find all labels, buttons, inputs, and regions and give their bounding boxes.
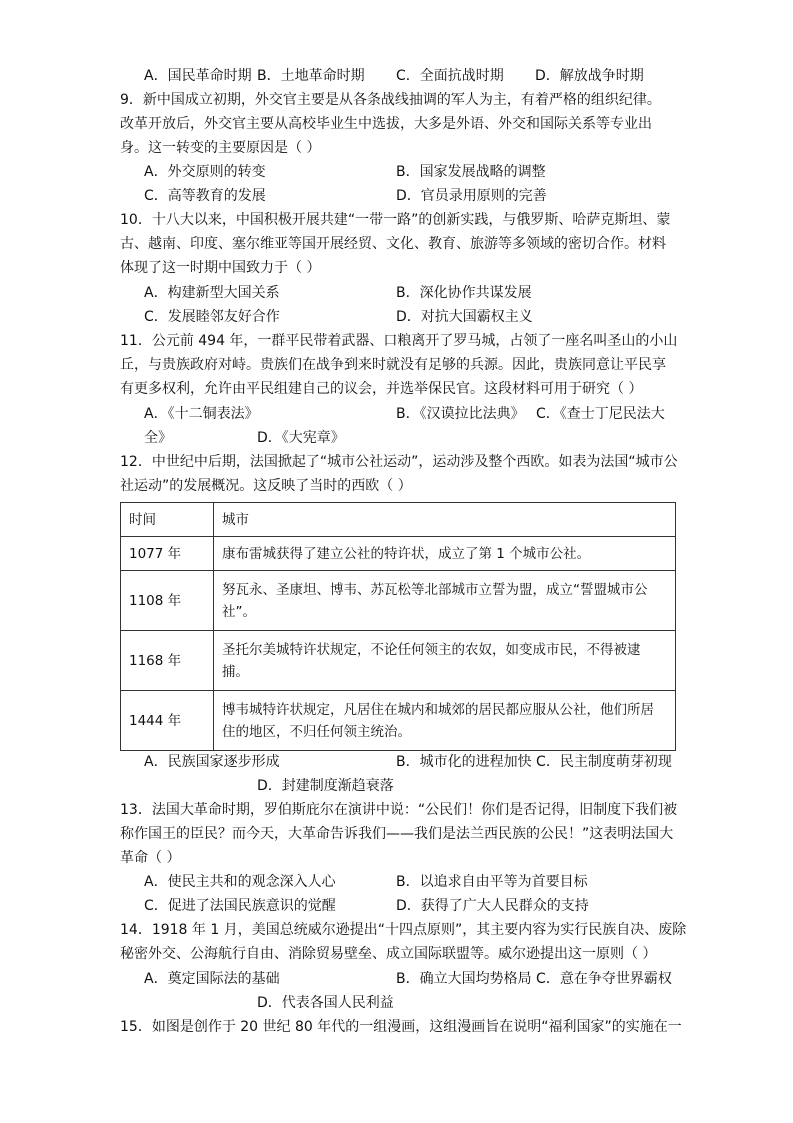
- q12-stem-line: 社运动”的发展概况。这反映了当时的西欧（ ）: [120, 478, 412, 494]
- table-cell-text: 圣托尔美城特许状规定，不论任何领主的农奴，如变成市民，不得被逮捕。: [214, 631, 676, 691]
- q14-stem-line: 14．1918 年 1 月，美国总统威尔逊提出“十四点原则”，其主要内容为实行民族自决、废除: [120, 922, 687, 938]
- q9-stem-line: 9．新中国成立初期，外交官主要是从各条战线抽调的军人为主，有着严格的组织纪律。: [120, 92, 661, 108]
- q12-option-d: D．封建制度渐趋衰落: [257, 778, 394, 794]
- q13-stem-line: 革命（ ）: [120, 850, 181, 866]
- q11-stem-line: 丘，与贵族政府对峙。贵族们在战争到来时就没有足够的兵源。因此，贵族同意让平民享: [120, 357, 666, 373]
- q10-stem-line: 体现了这一时期中国致力于（ ）: [120, 260, 321, 276]
- q11-option-c: C．《查士丁尼民法大: [536, 406, 665, 422]
- q10-stem-line: 古、越南、印度、塞尔维亚等国开展经贸、文化、教育、旅游等多领域的密切合作。材料: [120, 236, 666, 252]
- q9-option-d: D．官员录用原则的完善: [396, 188, 547, 204]
- q9-option-c: C．高等教育的发展: [144, 188, 266, 204]
- q11-option-b: B．《汉谟拉比法典》: [396, 406, 525, 422]
- q8-option-b: B．土地革命时期: [257, 68, 365, 84]
- q12-stem-line: 12．中世纪中后期，法国掀起了“城市公社运动”，运动涉及整个西欧。如表为法国“城市公: [120, 454, 678, 470]
- q10-option-b: B．深化协作共谋发展: [396, 285, 532, 301]
- table-header-row: [121, 503, 676, 537]
- q9-option-a: A．外交原则的转变: [144, 164, 266, 180]
- q10-stem-line: 10．十八大以来，中国积极开展共建“一带一路”的创新实践，与俄罗斯、哈萨克斯坦、蒙: [120, 212, 671, 228]
- q11-option-a: A．《十二铜表法》: [144, 406, 259, 422]
- q8-option-a: A．国民革命时期: [144, 68, 252, 84]
- q11-option-d: D．《大宪章》: [257, 430, 345, 446]
- q13-option-c: C．促进了法国民族意识的觉醒: [144, 898, 336, 914]
- q12-option-a: A．民族国家逐步形成: [144, 754, 280, 770]
- q14-option-a: A．奠定国际法的基础: [144, 971, 280, 987]
- table-header-city: 城市: [214, 503, 676, 537]
- q8-option-d: D．解放战争时期: [535, 68, 644, 84]
- q11-option-c-continued: 全》: [144, 430, 172, 446]
- table-cell-text: 努瓦永、圣康坦、博韦、苏瓦松等北部城市立誓为盟，成立“誓盟城市公社”。: [214, 571, 676, 631]
- table-cell-time: 1168 年: [121, 631, 214, 691]
- q9-stem-line: 改革开放后，外交官主要从高校毕业生中选拔，大多是外语、外交和国际关系等专业出: [120, 116, 652, 132]
- table-row: [121, 537, 676, 571]
- table-cell-text: 博韦城特许状规定，凡居住在城内和城郊的居民都应服从公社，他们所居住的地区，不归任何领主统治。: [214, 691, 676, 751]
- q9-option-b: B．国家发展战略的调整: [396, 164, 546, 180]
- table-row: [121, 571, 676, 631]
- q10-option-a: A．构建新型大国关系: [144, 285, 280, 301]
- table-cell-time: 1108 年: [121, 571, 214, 631]
- table-header-time: 时间: [121, 503, 214, 537]
- q14-option-b-c: B．确立大国均势格局 C．意在争夺世界霸权: [396, 971, 672, 987]
- q14-stem-line: 秘密外交、公海航行自由、消除贸易壁垒、成立国际联盟等。威尔逊提出这一原则（ ）: [120, 946, 657, 962]
- q12-option-b-c: B．城市化的进程加快 C．民主制度萌芽初现: [396, 754, 672, 770]
- q8-option-c: C．全面抗战时期: [396, 68, 504, 84]
- table-cell-time: 1077 年: [121, 537, 214, 571]
- table-cell-text: 康布雷城获得了建立公社的特许状，成立了第 1 个城市公社。: [214, 537, 676, 571]
- q9-stem-line: 身。这一转变的主要原因是（ ）: [120, 140, 321, 156]
- q11-stem-line: 有更多权利，允许由平民组建自己的议会，并选举保民官。这段材料可用于研究（ ）: [120, 381, 643, 397]
- city-commune-table: [120, 502, 676, 751]
- q13-option-b: B．以追求自由平等为首要目标: [396, 874, 588, 890]
- q10-option-d: D．对抗大国霸权主义: [396, 309, 533, 325]
- q13-stem-line: 13．法国大革命时期，罗伯斯庇尔在演讲中说：“公民们！你们是否记得，旧制度下我们被: [120, 802, 678, 818]
- q14-option-d: D．代表各国人民利益: [257, 995, 394, 1011]
- q15-stem-line: 15．如图是创作于 20 世纪 80 年代的一组漫画，这组漫画旨在说明“福利国家”的实施在一: [120, 1019, 682, 1035]
- table-cell-time: 1444 年: [121, 691, 214, 751]
- q10-option-c: C．发展睦邻友好合作: [144, 309, 280, 325]
- table-row: [121, 691, 676, 751]
- q13-option-a: A．使民主共和的观念深入人心: [144, 874, 336, 890]
- q11-stem-line: 11．公元前 494 年，一群平民带着武器、口粮离开了罗马城，占领了一座名叫圣山的小山: [120, 333, 678, 349]
- q13-option-d: D．获得了广大人民群众的支持: [396, 898, 589, 914]
- table-row: [121, 631, 676, 691]
- q13-stem-line: 称作国王的臣民？而今天，大革命告诉我们——我们是法兰西民族的公民！”这表明法国大: [120, 826, 674, 842]
